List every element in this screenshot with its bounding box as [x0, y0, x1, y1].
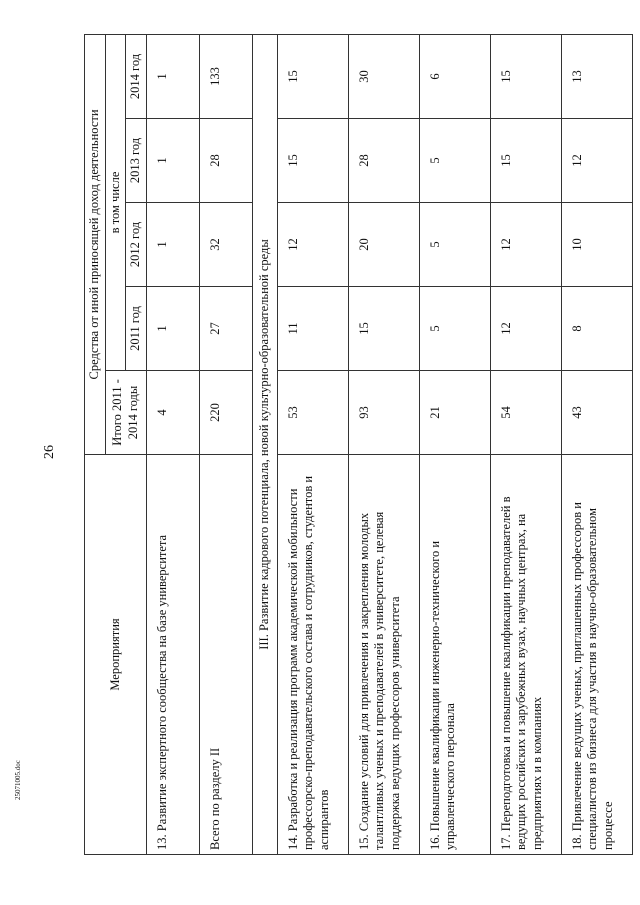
row-name: 16. Повышение квалификации инженерно-технического и управленческого персонала [419, 455, 490, 855]
header-including: в том числе [105, 34, 126, 370]
row-total: 53 [277, 371, 348, 455]
row-year-value: 11 [277, 287, 348, 371]
row-name: 18. Привлечение ведущих ученых, приглашенных профессоров и специалистов из бизнеса для участия в научно-образовательном процессе [561, 455, 632, 855]
row-total: 220 [199, 371, 252, 455]
table-row [561, 34, 632, 854]
row-year-value: 1 [146, 287, 199, 371]
row-total: 54 [490, 371, 561, 455]
row-year-value: 28 [348, 119, 419, 203]
header-year: 2012 год [126, 203, 147, 287]
table-row [199, 34, 252, 854]
row-name: 17. Переподготовка и повышение квалификации преподавателей в ведущих российских и зарубежных вузах, научных центрах, на предприятиях и в компаниях [490, 455, 561, 855]
row-year-value: 5 [419, 119, 490, 203]
row-year-value: 133 [199, 34, 252, 118]
rotated-table-container [84, 35, 615, 855]
row-year-value: 15 [490, 119, 561, 203]
row-year-value: 1 [146, 34, 199, 118]
row-year-value: 28 [199, 119, 252, 203]
row-year-value: 15 [348, 287, 419, 371]
row-year-value: 12 [277, 203, 348, 287]
row-year-value: 12 [490, 203, 561, 287]
row-year-value: 5 [419, 203, 490, 287]
row-year-value: 15 [490, 34, 561, 118]
row-year-value: 15 [277, 34, 348, 118]
row-year-value: 32 [199, 203, 252, 287]
table-row [146, 34, 199, 854]
row-year-value: 6 [419, 34, 490, 118]
row-year-value: 13 [561, 34, 632, 118]
row-name: 13. Развитие экспертного сообщества на базе университета [146, 455, 199, 855]
header-total: Итого 2011 - 2014 годы [105, 371, 146, 455]
row-name: Всего по разделу II [199, 455, 252, 855]
row-total: 43 [561, 371, 632, 455]
header-year: 2013 год [126, 119, 147, 203]
row-name: 14. Разработка и реализация программ академической мобильности профессорско-преподавательского состава и сотрудников, студентов и аспирантов [277, 455, 348, 855]
row-total: 4 [146, 371, 199, 455]
row-year-value: 8 [561, 287, 632, 371]
row-year-value: 1 [146, 119, 199, 203]
row-year-value: 12 [490, 287, 561, 371]
row-total: 93 [348, 371, 419, 455]
row-year-value: 10 [561, 203, 632, 287]
section-title: III. Развитие кадрового потенциала, новой культурно-образовательной среды [252, 34, 277, 854]
row-total: 21 [419, 371, 490, 455]
document-id: 25071005.doc [14, 760, 22, 800]
budget-table [84, 34, 633, 855]
row-name: 15. Создание условий для привлечения и закрепления молодых талантливых ученых и преподавателей в университете, целевая поддержка ведущих профессоров университета [348, 455, 419, 855]
row-year-value: 30 [348, 34, 419, 118]
table-row [277, 34, 348, 854]
row-year-value: 27 [199, 287, 252, 371]
table-row [490, 34, 561, 854]
row-year-value: 12 [561, 119, 632, 203]
row-year-value: 5 [419, 287, 490, 371]
header-year: 2011 год [126, 287, 147, 371]
row-year-value: 1 [146, 203, 199, 287]
header-group: Средства от иной приносящей доход деятельности [85, 34, 106, 454]
row-year-value: 15 [277, 119, 348, 203]
header-year: 2014 год [126, 34, 147, 118]
page-number: 26 [42, 445, 57, 459]
row-year-value: 20 [348, 203, 419, 287]
table-row [419, 34, 490, 854]
header-activity: Мероприятия [85, 455, 147, 855]
table-row [348, 34, 419, 854]
